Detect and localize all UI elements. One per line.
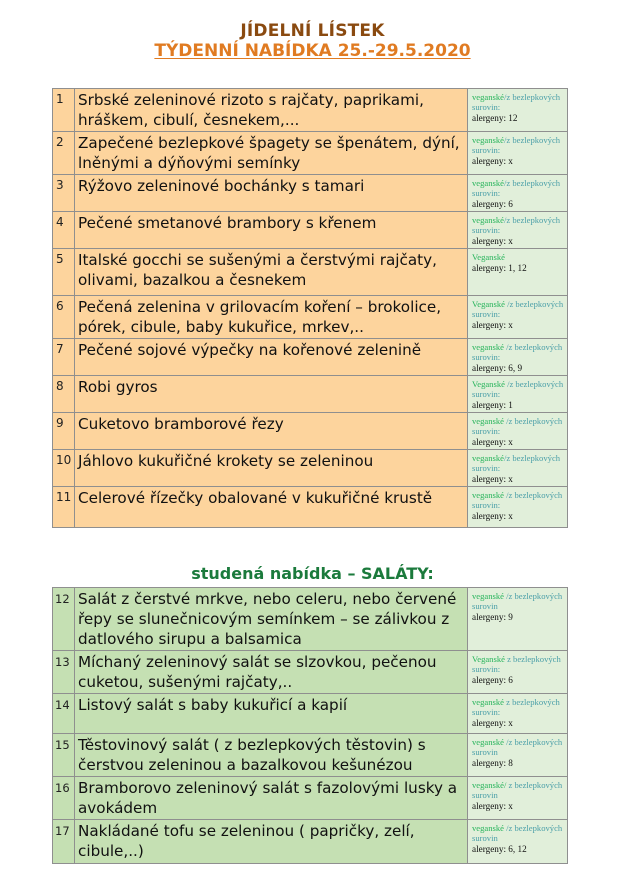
- menu-title: JÍDELNÍ LÍSTEK: [240, 21, 385, 41]
- vegan-label: veganské: [472, 416, 504, 426]
- item-diet-info: [468, 132, 568, 175]
- allergens-label: alergeny: 1, 12: [472, 263, 527, 273]
- allergens-label: alergeny: x: [472, 801, 513, 811]
- menu-row: [53, 376, 568, 413]
- item-name: Pečené smetanové brambory s křenem: [75, 212, 468, 249]
- allergens-label: alergeny: x: [472, 718, 513, 728]
- menu-row: [53, 249, 568, 296]
- item-number: 15: [53, 734, 75, 777]
- item-diet-info: [468, 89, 568, 132]
- allergens-label: alergeny: 6: [472, 675, 513, 685]
- allergens-label: alergeny: 6, 9: [472, 363, 523, 373]
- item-diet-info: [468, 694, 568, 734]
- gluten-free-label: z bezlepkových surovin:: [472, 697, 560, 717]
- item-diet-info: [468, 249, 568, 296]
- menu-row: [53, 89, 568, 132]
- item-diet-info: [468, 212, 568, 249]
- item-diet-info: [468, 588, 568, 651]
- item-number: 4: [53, 212, 75, 249]
- item-diet-info: [468, 651, 568, 694]
- allergens-label: alergeny: x: [472, 320, 513, 330]
- vegan-label: veganské/: [472, 780, 507, 790]
- item-diet-info: [468, 413, 568, 450]
- item-name: Zapečené bezlepkové špagety se špenátem, dýní, lněnými a dýňovými semínky: [75, 132, 468, 175]
- menu-row: [53, 296, 568, 339]
- item-number: 13: [53, 651, 75, 694]
- menu-row: [53, 777, 568, 820]
- item-number: 3: [53, 175, 75, 212]
- menu-row: [53, 132, 568, 175]
- item-number: 8: [53, 376, 75, 413]
- vegan-label: veganské: [472, 490, 504, 500]
- item-name: Srbské zeleninové rizoto s rajčaty, paprikami, hráškem, cibulí, česnekem,...: [75, 89, 468, 132]
- item-number: 1: [53, 89, 75, 132]
- menu-row: [53, 212, 568, 249]
- vegan-label: veganské: [472, 697, 504, 707]
- item-diet-info: [468, 175, 568, 212]
- vegan-label: Veganské: [472, 252, 505, 262]
- menu-row: [53, 588, 568, 651]
- gluten-free-label: z bezlepkových surovin:: [472, 654, 561, 674]
- menu-row: [53, 450, 568, 487]
- allergens-label: alergeny: 1: [472, 400, 513, 410]
- gluten-free-label: /z bezlepkových surovin:: [472, 342, 563, 362]
- item-number: 10: [53, 450, 75, 487]
- item-name: Cuketovo bramborové řezy: [75, 413, 468, 450]
- menu-row: [53, 339, 568, 376]
- menu-row: [53, 651, 568, 694]
- vegan-label: veganské: [472, 591, 504, 601]
- week-offer-title: TÝDENNÍ NABÍDKA 25.-29.5.2020: [154, 41, 471, 61]
- item-name: Italské gocchi se sušenými a čerstvými rajčaty, olivami, bazalkou a česnekem: [75, 249, 468, 296]
- item-diet-info: [468, 450, 568, 487]
- item-number: 17: [53, 820, 75, 864]
- gluten-free-label: /z bezlepkových surovin:: [472, 416, 563, 436]
- vegan-label: Veganské: [472, 379, 505, 389]
- menu-row: [53, 487, 568, 528]
- vegan-label: veganské: [472, 453, 504, 463]
- item-name: Pečená zelenina v grilovacím koření – brokolice, pórek, cibule, baby kukuřice, mrkev,..: [75, 296, 468, 339]
- item-name: Bramborovo zeleninový salát s fazolovými lusky a avokádem: [75, 777, 468, 820]
- gluten-free-label: /z bezlepkových surovin: [472, 591, 563, 611]
- item-number: 9: [53, 413, 75, 450]
- item-name: Celerové řízečky obalované v kukuřičné krustě: [75, 487, 468, 528]
- gluten-free-label: /z bezlepkových surovin:: [472, 299, 564, 319]
- vegan-label: veganské: [472, 737, 504, 747]
- item-diet-info: [468, 339, 568, 376]
- item-name: Pečené sojové výpečky na kořenové zelenině: [75, 339, 468, 376]
- hot-menu-table: [52, 88, 568, 528]
- vegan-label: veganské: [472, 92, 504, 102]
- item-number: 16: [53, 777, 75, 820]
- item-diet-info: [468, 820, 568, 864]
- allergens-label: alergeny: x: [472, 437, 513, 447]
- item-name: Robi gyros: [75, 376, 468, 413]
- menu-row: [53, 734, 568, 777]
- item-number: 2: [53, 132, 75, 175]
- allergens-label: alergeny: 9: [472, 612, 513, 622]
- allergens-label: alergeny: x: [472, 156, 513, 166]
- menu-row: [53, 694, 568, 734]
- item-name: Těstovinový salát ( z bezlepkových těstovin) s čerstvou zeleninou a bazalkovou kešunézou: [75, 734, 468, 777]
- gluten-free-label: /z bezlepkových surovin: [472, 737, 563, 757]
- item-name: Listový salát s baby kukuřicí a kapií: [75, 694, 468, 734]
- allergens-label: alergeny: 12: [472, 113, 518, 123]
- menu-row: [53, 820, 568, 864]
- item-number: 11: [53, 487, 75, 528]
- vegan-label: veganské: [472, 135, 504, 145]
- gluten-free-label: /z bezlepkových surovin:: [472, 135, 561, 155]
- item-number: 5: [53, 249, 75, 296]
- item-name: Salát z čerstvé mrkve, nebo celeru, nebo červené řepy se slunečnicovým semínkem – se zálivkou z datlového sirupu a balsamica: [75, 588, 468, 651]
- allergens-label: alergeny: 6, 12: [472, 844, 527, 854]
- menu-row: [53, 413, 568, 450]
- item-diet-info: [468, 777, 568, 820]
- gluten-free-label: /z bezlepkových surovin:: [472, 215, 561, 235]
- item-name: Rýžovo zeleninové bochánky s tamari: [75, 175, 468, 212]
- item-number: 7: [53, 339, 75, 376]
- vegan-label: veganské: [472, 215, 504, 225]
- vegan-label: Veganské: [472, 654, 505, 664]
- item-diet-info: [468, 734, 568, 777]
- gluten-free-label: /z bezlepkových surovin: [472, 823, 563, 843]
- item-diet-info: [468, 487, 568, 528]
- gluten-free-label: /z bezlepkových surovin:: [472, 453, 561, 473]
- vegan-label: veganské: [472, 823, 504, 833]
- salad-menu-table: [52, 587, 568, 864]
- gluten-free-label: /z bezlepkových surovin:: [472, 178, 561, 198]
- allergens-label: alergeny: 8: [472, 758, 513, 768]
- gluten-free-label: /z bezlepkových surovin:: [472, 379, 564, 399]
- menu-row: [53, 175, 568, 212]
- vegan-label: veganské: [472, 342, 504, 352]
- item-number: 14: [53, 694, 75, 734]
- item-name: Jáhlovo kukuřičné krokety se zeleninou: [75, 450, 468, 487]
- allergens-label: alergeny: x: [472, 474, 513, 484]
- allergens-label: alergeny: 6: [472, 199, 513, 209]
- item-name: Nakládané tofu se zeleninou ( papričky, zelí, cibule,..): [75, 820, 468, 864]
- item-diet-info: [468, 296, 568, 339]
- allergens-label: alergeny: x: [472, 236, 513, 246]
- vegan-label: veganské: [472, 178, 504, 188]
- gluten-free-label: /z bezlepkových surovin:: [472, 490, 563, 510]
- allergens-label: alergeny: x: [472, 511, 513, 521]
- item-diet-info: [468, 376, 568, 413]
- gluten-free-label: /z bezlepkových surovin:: [472, 92, 561, 112]
- item-number: 12: [53, 588, 75, 651]
- vegan-label: Veganské: [472, 299, 505, 309]
- item-number: 6: [53, 296, 75, 339]
- salads-section-title: studená nabídka – SALÁTY:: [191, 564, 434, 583]
- item-name: Míchaný zeleninový salát se slzovkou, pečenou cuketou, sušenými rajčaty,..: [75, 651, 468, 694]
- gluten-free-label: z bezlepkových surovin: [472, 780, 563, 800]
